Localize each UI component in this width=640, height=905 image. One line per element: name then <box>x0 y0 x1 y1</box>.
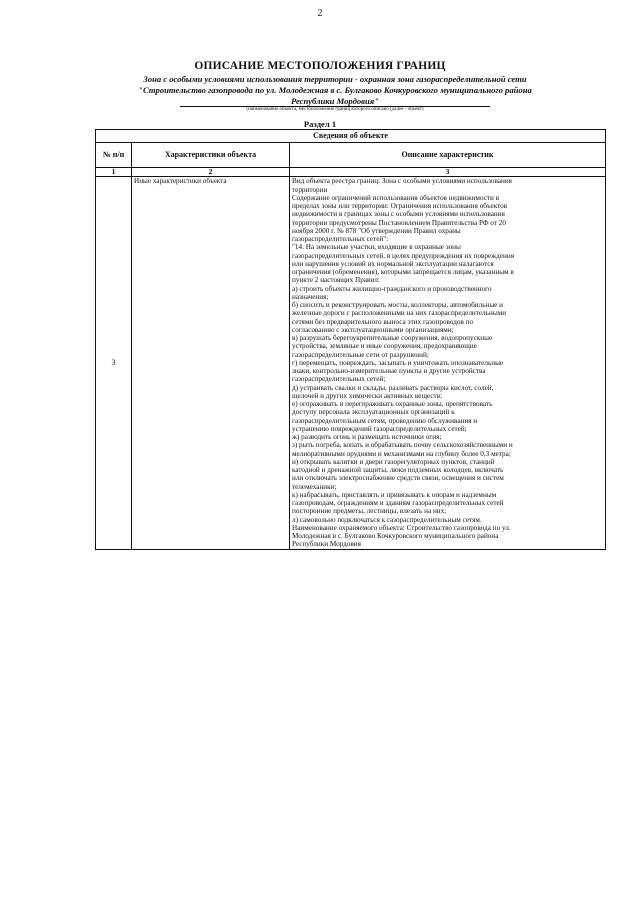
description-line: недвижимости в границах зоны с особыми условиями использования <box>292 210 505 219</box>
column-header-number: № п/п <box>96 143 132 168</box>
description-line: ограничения (обременения), которыми запрещается лицам, указанным в <box>292 268 514 276</box>
description-line: или отключать электроснабжение средств связи, освещения и систем <box>292 474 504 483</box>
description-line: а) строить объекты жилищно-гражданского и производственного <box>292 284 492 293</box>
description-line: пункте 2 настоящих Правил: <box>292 276 380 285</box>
description-line: и) открывать калитки и двери газорегуляторных пунктов, станций <box>292 457 495 466</box>
description-line: телемеханики; <box>292 482 337 491</box>
description-line: г) перемещать, повреждать, засыпать и уничтожать опознавательные <box>292 358 504 367</box>
column-number: 3 <box>290 168 606 177</box>
description-line: устранению повреждений газораспределительных сетей; <box>292 424 467 433</box>
column-number-row <box>96 168 606 177</box>
table-caption: Сведения об объекте <box>96 130 606 143</box>
description-line: газораспределительным сетям, проведению обслуживания и <box>292 416 478 425</box>
description-line: устройства, земляные и иные сооружения, предохраняющие <box>292 342 477 351</box>
description-line: газораспределительные сети от разрушений; <box>292 350 429 359</box>
description-line: согласованию с эксплуатационными организациями; <box>292 325 454 334</box>
description-line: газораспределительных сетей, в целях предупреждения их повреждения <box>292 251 515 260</box>
column-header-description: Описание характеристик <box>290 143 606 168</box>
page-number: 2 <box>317 8 323 19</box>
subtitle-line: Республики Мордовия" <box>291 96 379 106</box>
description-line: д) устраивать свалки и склады, разливать растворы кислот, солей, <box>292 383 494 392</box>
table-caption-row <box>96 130 606 143</box>
description-line: доступу персонала эксплуатационных организаций к <box>292 408 455 417</box>
description-line: сетями без предварительного выноса этих газопроводов по <box>292 317 474 326</box>
subtitle-line: "Строительство газопровода по ул. Молодежная в с. Булгаково Кочкуровского муниципального района <box>138 85 532 95</box>
description-line: к) набрасывать, приставлять и привязывать к опорам и надземным <box>292 490 497 499</box>
section-title: Раздел 1 <box>303 119 337 129</box>
description-line: Вид объекта реестра границ: Зона с особыми условиями использования <box>292 177 512 186</box>
description-line: "14. На земельные участки, входящие в охранные зоны <box>292 243 461 252</box>
description-line: катодной и дренажной защиты, люки подземных колодцев, включать <box>292 466 504 474</box>
column-header-characteristic: Характеристики объекта <box>132 143 290 168</box>
table-header-row <box>96 143 606 168</box>
column-number: 2 <box>132 168 290 177</box>
description-line: л) самовольно подключаться к газораспределительным сетям. <box>292 515 482 524</box>
description-line: посторонние предметы, лестницы, влезать на них; <box>292 507 447 516</box>
description-line: ноября 2000 г. № 878 "Об утверждении Правил охраны <box>292 226 461 235</box>
document-subtitle <box>100 74 570 107</box>
description-line: территории предусмотрены Постановлением Правительства РФ от 20 <box>292 218 506 227</box>
description-line: железные дороги с расположенными на них газораспределительными <box>292 309 507 318</box>
document-title: ОПИСАНИЕ МЕСТОПОЛОЖЕНИЯ ГРАНИЦ <box>194 60 446 72</box>
description-line: мелиоративными орудиями и механизмами на глубину более 0,3 метра; <box>292 449 511 458</box>
description-line: щелочей и других химически активных веществ; <box>292 391 443 400</box>
object-info-table <box>95 129 606 550</box>
description-line: пределах зоны или территории: Ограничения использования объектов <box>292 202 508 210</box>
description-line: знаки, контрольно-измерительные пункты и другие устройства <box>292 367 486 375</box>
description-line: ж) разводить огонь и размещать источники огня; <box>292 433 442 441</box>
description-line: газопроводам, ограждениям и зданиям газораспределительных сетей <box>292 499 504 507</box>
subtitle-note: (наименование объекта, местоположение границ которого описано (далее - объект) <box>246 107 424 112</box>
description-line: з) рыть погреба, копать и обрабатывать почву сельскохозяйственными и <box>292 441 513 450</box>
description-line: или нарушения условий их нормальной эксплуатации налагаются <box>292 259 494 268</box>
description-line: газораспределительных сетей; <box>292 375 386 384</box>
description-line: е) огораживать и перегораживать охранные зоны, препятствовать <box>292 400 493 408</box>
description-line: газораспределительных сетей": <box>292 235 389 243</box>
description-line: Наименование охраняемого объекта: Строительство газопровода по ул. <box>292 523 511 532</box>
row-number: 3 <box>96 177 132 549</box>
row-description <box>290 177 606 549</box>
description-line: территории <box>292 185 328 194</box>
description-line: в) разрушать берегоукрепительные сооружения, водопропускные <box>292 334 493 342</box>
description-line: Молодежная в с. Булгаково Кочкуровского муниципального района <box>292 532 499 540</box>
description-line: Республики Мордовия <box>292 540 361 549</box>
description-line: назначения; <box>292 292 329 301</box>
row-characteristic: Иные характеристики объекта <box>132 177 290 549</box>
subtitle-line: Зона с особыми условиями использования территории - охранная зона газораспределительной сети <box>143 74 527 84</box>
column-number: 1 <box>96 168 132 177</box>
description-line: б) сносить и реконструировать мосты, коллекторы, автомобильные и <box>292 301 504 309</box>
description-line: Содержание ограничений использования объектов недвижимости в <box>292 193 500 202</box>
table-row <box>96 177 606 549</box>
